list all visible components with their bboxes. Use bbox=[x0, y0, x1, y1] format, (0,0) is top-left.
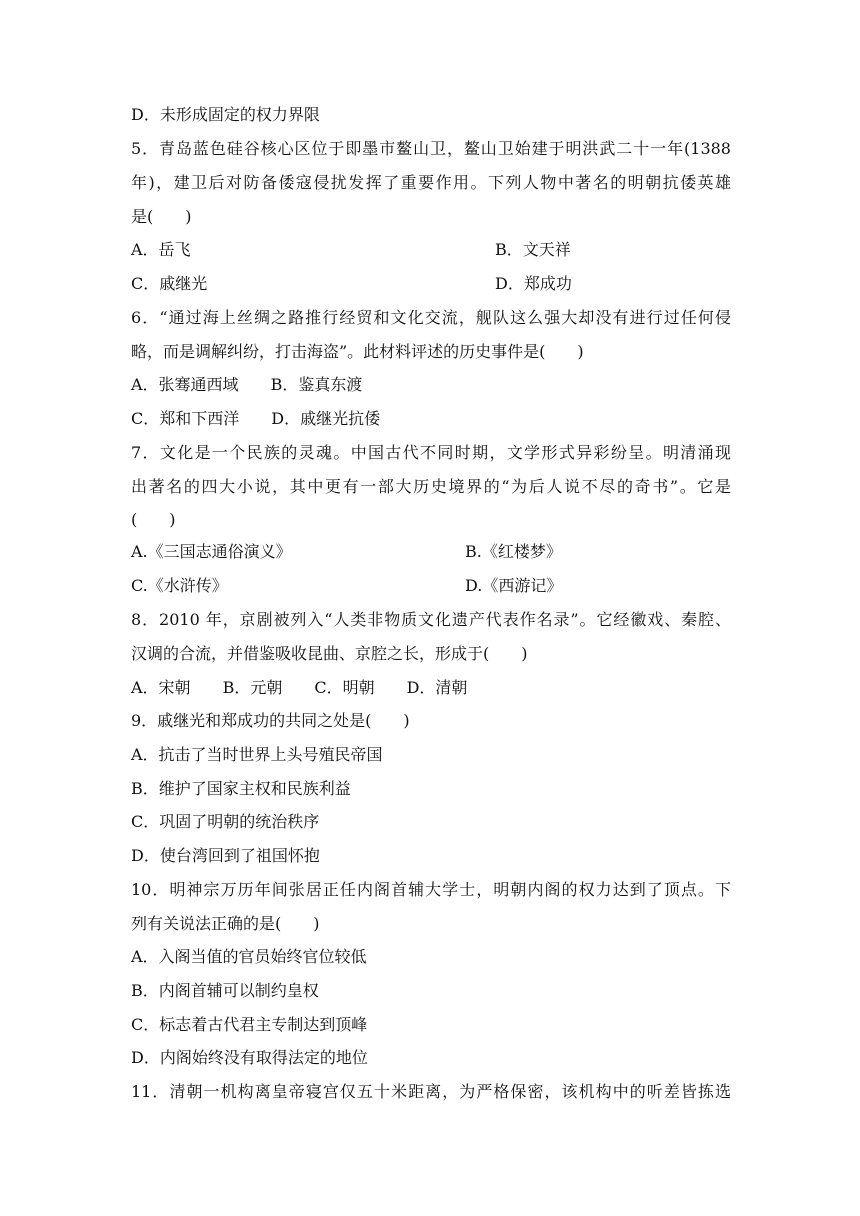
q5-option-d: D．郑成功 bbox=[495, 274, 572, 293]
q10-stem-line1: 10．明神宗万历年间张居正任内阁首辅大学士，明朝内阁的权力达到了顶点。下 bbox=[131, 880, 731, 899]
q11-stem-line1: 11．清朝一机构离皇帝寝宫仅五十米距离，为严格保密，该机构中的听差皆拣选 bbox=[131, 1082, 731, 1101]
q9-stem-line1: 9．戚继光和郑成功的共同之处是( ) bbox=[131, 711, 410, 730]
q8-option-d: D．清朝 bbox=[406, 678, 468, 697]
q4-option-d: D．未形成固定的权力界限 bbox=[131, 105, 320, 124]
q9-option-d: D．使台湾回到了祖国怀抱 bbox=[131, 846, 320, 865]
q5-stem-line3: 是( ) bbox=[131, 207, 192, 226]
q5-option-a: A．岳飞 bbox=[131, 240, 191, 259]
q6-option-d: D．戚继光抗倭 bbox=[271, 409, 381, 428]
q7-stem-line2: 出著名的四大小说，其中更有一部大历史境界的“为后人说不尽的奇书”。它是 bbox=[131, 477, 731, 496]
q8-stem-line1: 8．2010 年，京剧被列入“人类非物质文化遗产代表作名录”。它经徽戏、秦腔、 bbox=[131, 610, 731, 629]
q9-option-b: B．维护了国家主权和民族利益 bbox=[131, 779, 351, 798]
q6-options-row1 bbox=[131, 373, 731, 397]
q5-option-b: B．文天祥 bbox=[495, 240, 571, 259]
q6-stem-line2: 略，而是调解纠纷，打击海盗”。此材料评述的历史事件是( ) bbox=[131, 342, 584, 361]
q8-option-a: A．宋朝 bbox=[131, 678, 191, 697]
q6-option-a: A．张骞通西域 bbox=[131, 375, 239, 394]
q5-stem-line2: 年)，建卫后对防备倭寇侵扰发挥了重要作用。下列人物中著名的明朝抗倭英雄 bbox=[131, 173, 731, 192]
q7-option-a: A.《三国志通俗演义》 bbox=[131, 542, 292, 561]
q5-stem-line1: 5．青岛蓝色硅谷核心区位于即墨市鳌山卫，鳌山卫始建于明洪武二十一年(1388 bbox=[131, 139, 731, 158]
q10-option-c: C．标志着古代君主专制达到顶峰 bbox=[131, 1015, 368, 1034]
q6-option-b: B．鉴真东渡 bbox=[270, 375, 363, 394]
q10-option-d: D．内阁始终没有取得法定的地位 bbox=[131, 1048, 368, 1067]
q6-option-c: C．郑和下西洋 bbox=[131, 409, 240, 428]
q10-option-a: A．入阁当值的官员始终官位较低 bbox=[131, 947, 367, 966]
q7-stem-line3: ( ) bbox=[131, 510, 176, 529]
q5-option-c: C．戚继光 bbox=[131, 274, 208, 293]
q8-option-b: B．元朝 bbox=[222, 678, 283, 697]
q9-option-c: C．巩固了明朝的统治秩序 bbox=[131, 812, 320, 831]
q6-stem-line1: 6．“通过海上丝绸之路推行经贸和文化交流，舰队这么强大却没有进行过任何侵 bbox=[131, 308, 731, 327]
q6-options-row2 bbox=[131, 407, 731, 431]
q7-option-d: D.《西游记》 bbox=[465, 576, 563, 595]
q7-stem-line1: 7．文化是一个民族的灵魂。中国古代不同时期，文学形式异彩纷呈。明清涌现 bbox=[131, 443, 731, 462]
q7-option-c: C.《水浒传》 bbox=[131, 576, 228, 595]
q8-options-row bbox=[131, 676, 731, 700]
q8-stem-line2: 汉调的合流，并借鉴吸收昆曲、京腔之长，形成于( ) bbox=[131, 644, 528, 663]
q10-option-b: B．内阁首辅可以制约皇权 bbox=[131, 981, 319, 1000]
q10-stem-line2: 列有关说法正确的是( ) bbox=[131, 914, 320, 933]
q7-option-b: B.《红楼梦》 bbox=[465, 542, 562, 561]
q9-option-a: A．抗击了当时世界上头号殖民帝国 bbox=[131, 745, 383, 764]
q8-option-c: C．明朝 bbox=[314, 678, 375, 697]
